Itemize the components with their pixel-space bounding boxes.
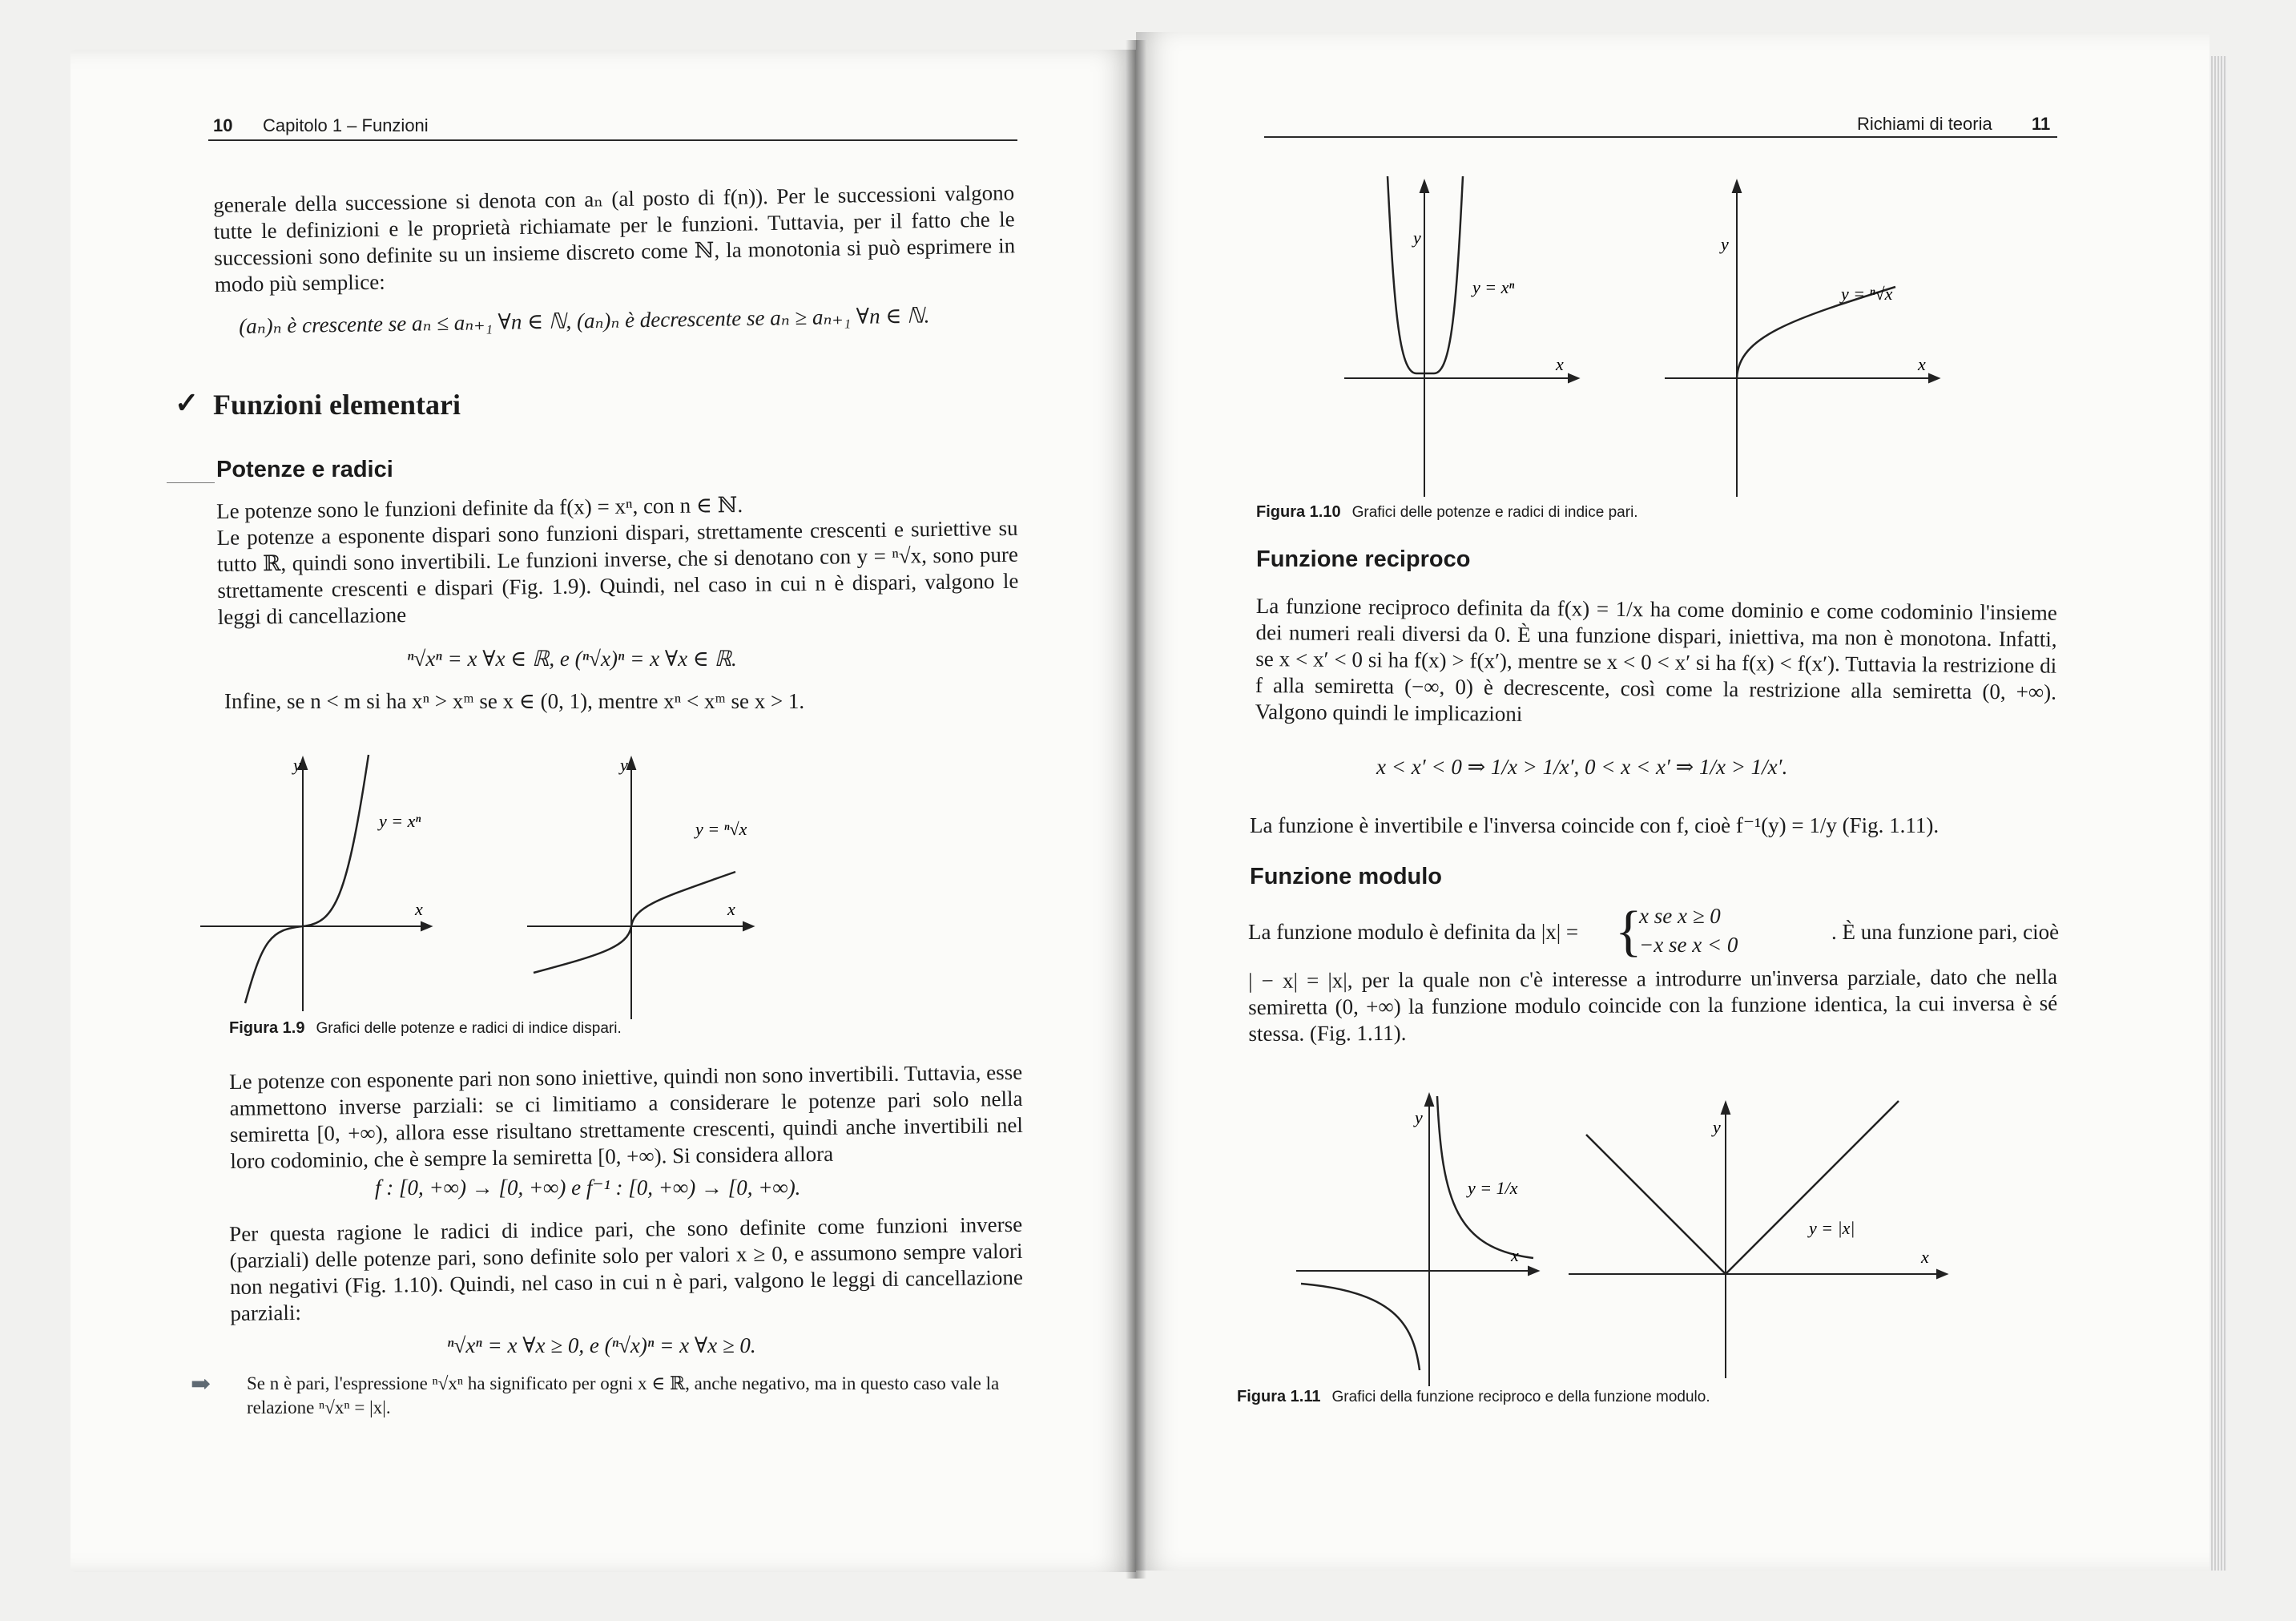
subsection-title-potenze: Potenze e radici [216, 457, 393, 482]
page-number-right: 11 [2032, 114, 2051, 134]
modulo-case-2: −x se x < 0 [1639, 933, 1738, 957]
fig111-curve-reciproco-negative [1301, 1284, 1420, 1370]
right-page [1136, 32, 2209, 1571]
fig110-axis-y-right: y [1721, 234, 1729, 254]
implicazioni-formula: x < x′ < 0 ⇒ 1/x > 1/x′, 0 < x < x′ ⇒ 1/x > 1/x′. [1376, 755, 1788, 779]
left-page [70, 50, 1136, 1572]
fig110-axis-y-left: y [1413, 228, 1421, 248]
figure-1-11-text: Grafici della funzione reciproco e della funzione modulo. [1331, 1389, 1710, 1405]
fig19-axis-x-right: x [727, 899, 735, 919]
reciproco-title: Funzione reciproco [1256, 546, 1471, 572]
running-head-right: Richiami di teoria [1857, 114, 1992, 134]
fig19-axis-x-left: x [415, 899, 423, 919]
figure-1-10-number: Figura 1.10 [1256, 503, 1341, 521]
figure-1-9 [175, 723, 984, 1019]
figure-1-10-caption [1256, 503, 1638, 522]
modulo-title: Funzione modulo [1250, 864, 1443, 889]
note-text: Se n è pari, l'espressione ⁿ√xⁿ ha significato per ogni x ∈ ℝ, anche negativo, ma in questo caso vale la relazione ⁿ√xⁿ = |x|. [247, 1373, 1000, 1417]
figure-1-9-number: Figura 1.9 [229, 1019, 305, 1037]
fig111-axis-x-left: x [1511, 1245, 1519, 1265]
fig111-curve-reciproco-positive [1437, 1096, 1533, 1258]
figure-1-9-text: Grafici delle potenze e radici di indice dispari. [316, 1020, 622, 1037]
invertibile-line: La funzione è invertibile e l'inversa coincide con f, cioè f⁻¹(y) = 1/y (Fig. 1.11). [1250, 813, 1940, 837]
note-arrow-icon: ➡ [191, 1371, 211, 1397]
fig19-label-power: y = xⁿ [379, 811, 421, 831]
header-rule-left [208, 139, 1017, 141]
fig111-axis-x-right: x [1921, 1247, 1929, 1267]
fig110-label-power: y = xⁿ [1472, 277, 1515, 297]
fig110-axis-x-right: x [1918, 354, 1926, 374]
cancellazione-formula: ⁿ√xⁿ = x ∀x ∈ ℝ, e (ⁿ√x)ⁿ = x ∀x ∈ ℝ. [407, 647, 737, 671]
modulo-paragraph: | − x| = |x|, per la quale non c'è interesse a introdurre un'inversa parziale, dato che nella semiretta (0, +∞) la funzione modulo coincide con la funzione identica, la cui inversa è sé stessa. (Fig. 1.11). [1248, 964, 2058, 1046]
fig19-curve-root [534, 872, 735, 973]
modulo-brace: { [1615, 901, 1642, 962]
fig110-x-arrow-right [1929, 374, 1939, 382]
fig111-label-reciproco: y = 1/x [1468, 1178, 1518, 1198]
figure-1-10-text: Grafici delle potenze e radici di indice pari. [1351, 504, 1638, 521]
infine-line: Infine, se n < m si ha xⁿ > xᵐ se x ∈ (0, 1), mentre xⁿ < xᵐ se x > 1. [224, 689, 805, 713]
fig111-axis-y-right: y [1713, 1117, 1721, 1137]
book-gutter [1126, 40, 1146, 1579]
section-title: Funzioni elementari [213, 389, 461, 421]
fig111-y-arrow-left [1425, 1095, 1433, 1106]
fig111-x-arrow-right [1937, 1270, 1947, 1278]
pari-formula: f : [0, +∞) → [0, +∞) e f⁻¹ : [0, +∞) → [0, +∞). [375, 1175, 801, 1200]
reciproco-paragraph: La funzione reciproco definita da f(x) = 1/x ha come dominio e come codominio l'insieme dei numeri reali diversi da 0. È una funzione dispari, iniettiva, ma non è monotona. Infatti, se x < x′ < 0 si ha f(x) > f(x′), mentre se x < 0 < x′ si ha f(x) < f(x′). Tuttavia la restrizione di f alla semiretta (−∞, 0) è decrescente, così come la restrizione alla semiretta (0, +∞). Valgono quindi le implicazioni [1255, 593, 2057, 726]
page-number-left: 10 [213, 115, 233, 135]
subsection-rule [167, 482, 215, 483]
intro-paragraph: generale della successione si denota con aₙ (al posto di f(n)). Per le successioni valgono tutte le definizioni e le proprietà richiamate per le funzioni. Tuttavia, per il fatto che le successioni sono definite su un insieme discreto come ℕ, la monotonia si può esprimere in modo più semplice: [213, 180, 1016, 296]
fig19-axis-y-left: y [293, 755, 301, 775]
monotonia-formula: (aₙ)ₙ è crescente se aₙ ≤ aₙ₊₁ ∀n ∈ ℕ, (aₙ)ₙ è decrescente se aₙ ≥ aₙ₊₁ ∀n ∈ ℕ. [239, 303, 930, 338]
radici-formula: ⁿ√xⁿ = x ∀x ≥ 0, e (ⁿ√x)ⁿ = x ∀x ≥ 0. [447, 1333, 756, 1357]
fig19-y-arrow-right [627, 758, 635, 769]
figure-1-11 [1296, 1082, 2001, 1386]
modulo-case-1: x se x ≥ 0 [1639, 904, 1721, 928]
potenze-paragraph: Le potenze sono le funzioni definite da f(x) = xⁿ, con n ∈ ℕ. Le potenze a esponente dispari sono funzioni dispari, strettamente crescenti e suriettive su tutto ℝ, quindi sono invertibili. Le funzioni inverse, che si denotano con y = ⁿ√x, sono pure strettamente crescenti e dispari (Fig. 1.9). Quindi, nel caso in cui n è dispari, valgono le leggi di cancellazione [216, 492, 1019, 629]
figure-1-10 [1344, 160, 1985, 497]
figure-1-9-caption [229, 1019, 622, 1038]
modulo-tail: . È una funzione pari, cioè [1831, 920, 2060, 944]
fig111-curve-modulo [1586, 1101, 1899, 1274]
fig111-x-arrow-left [1529, 1267, 1538, 1275]
figure-1-11-number: Figura 1.11 [1237, 1388, 1321, 1405]
fig110-axis-x-left: x [1556, 354, 1564, 374]
radici-paragraph: Per questa ragione le radici di indice pari, che sono definite come funzioni inverse (parziali) delle potenze pari, sono definite solo per valori x ≥ 0, e assumono sempre valori non negativi (Fig. 1.10). Quindi, nel caso in cui n è pari, valgono le leggi di cancellazione parziali: [229, 1212, 1024, 1325]
fig19-curve-power [245, 755, 369, 1003]
section-check-icon: ✓ [175, 387, 199, 419]
fig19-x-arrow-right [743, 922, 753, 930]
running-head-left: Capitolo 1 – Funzioni [263, 115, 429, 135]
fig19-label-root: y = ⁿ√x [695, 819, 747, 839]
fig110-label-root: y = ⁿ√x [1841, 284, 1893, 304]
fig19-x-arrow-left [421, 922, 431, 930]
fig111-label-modulo: y = |x| [1809, 1218, 1855, 1238]
fig19-axis-y-right: y [620, 755, 628, 775]
fig110-y-arrow-left [1420, 181, 1428, 192]
header-rule-right [1264, 136, 2057, 138]
fig110-y-arrow-right [1733, 181, 1741, 192]
fig111-axis-y-left: y [1415, 1107, 1423, 1127]
modulo-lead: La funzione modulo è definita da |x| = [1248, 920, 1579, 944]
fig110-x-arrow-left [1569, 374, 1578, 382]
pari-paragraph: Le potenze con esponente pari non sono iniettive, quindi non sono invertibili. Tuttavia, esse ammettono inverse parziali: se ci limitiamo a considerare le potenze pari solo nella semiretta [0, +∞), allora esse risultano strettamente crescenti, quindi anche invertibili nel loro codominio, che è sempre la semiretta [0, +∞). Si considera allora [229, 1059, 1024, 1173]
fig111-y-arrow-right [1722, 1103, 1730, 1114]
figure-1-11-caption [1237, 1388, 1710, 1406]
